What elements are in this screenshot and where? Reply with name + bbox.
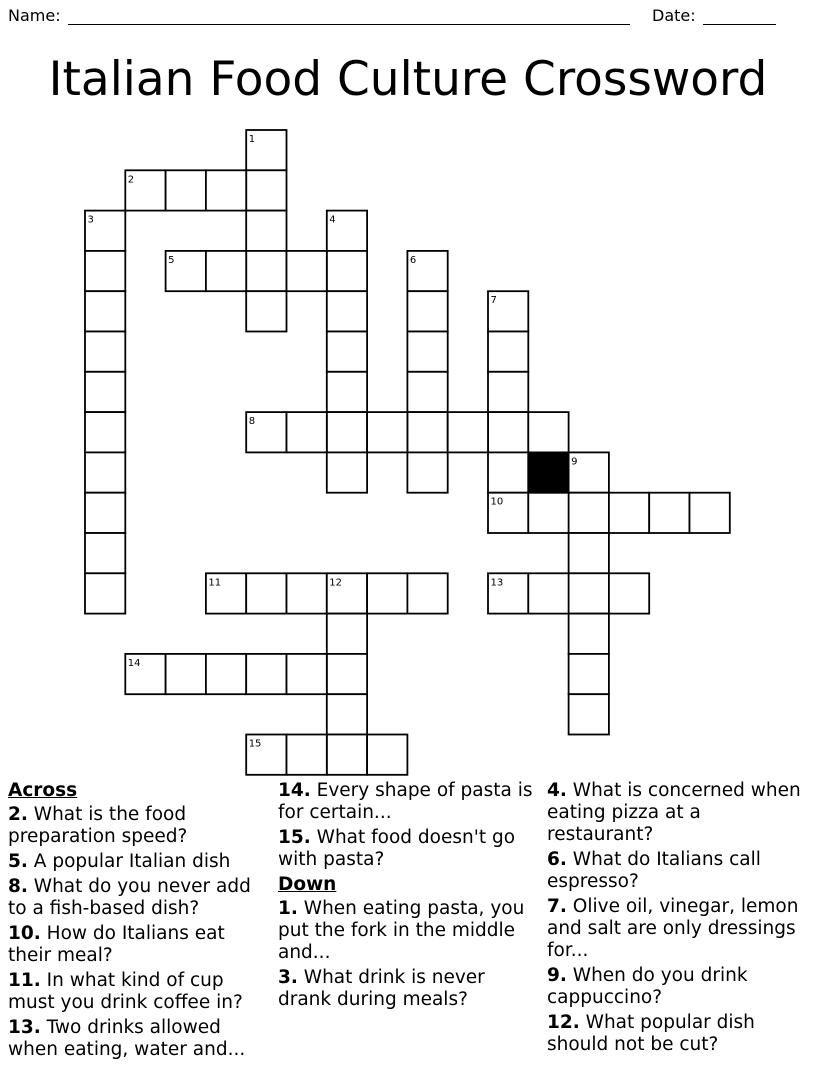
cell-number-8: 8 (248, 416, 256, 428)
grid-cell[interactable] (206, 170, 246, 210)
grid-cell[interactable] (327, 412, 367, 452)
down-heading: Down (278, 874, 337, 895)
grid-cell[interactable] (569, 573, 609, 613)
grid-cell[interactable] (85, 291, 125, 331)
clue-across-14: 14. Every shape of pasta is for certain... (278, 780, 533, 823)
cell-number-13: 13 (490, 577, 504, 589)
grid-cell[interactable] (327, 694, 367, 734)
grid-cell[interactable] (488, 452, 528, 492)
clue-across-8: 8. What do you never add to a fish-based dish? (8, 876, 251, 919)
grid-cell[interactable] (85, 332, 125, 372)
grid-cell[interactable] (407, 573, 447, 613)
cell-number-2: 2 (127, 174, 135, 186)
page-title: Italian Food Culture Crossword (48, 52, 768, 107)
grid-cell[interactable] (206, 654, 246, 694)
clue-across-13: 13. Two drinks allowed when eating, water and... (8, 1017, 246, 1060)
grid-cell[interactable] (327, 735, 367, 775)
grid-cell[interactable] (528, 573, 568, 613)
grid-cell[interactable] (367, 735, 407, 775)
grid-cell[interactable] (85, 251, 125, 291)
grid-cell[interactable] (287, 251, 327, 291)
grid-cell[interactable] (488, 332, 528, 372)
clue-across-11: 11. In what kind of cup must you drink coffee in? (8, 970, 243, 1013)
grid-cell[interactable] (85, 533, 125, 573)
grid-cell[interactable] (85, 452, 125, 492)
grid-cell[interactable] (287, 735, 327, 775)
clue-down-1: 1. When eating pasta, you put the fork in the middle and... (278, 898, 525, 963)
date-field-line[interactable] (703, 24, 776, 25)
grid-cell[interactable] (569, 533, 609, 573)
grid-cell[interactable] (287, 573, 327, 613)
grid-cell[interactable] (246, 251, 286, 291)
cell-number-5: 5 (168, 254, 175, 266)
grid-cell[interactable] (569, 694, 609, 734)
grid-cell[interactable] (246, 291, 286, 331)
grid-cell[interactable] (528, 412, 568, 452)
grid-cell[interactable] (407, 372, 447, 412)
cell-number-15: 15 (248, 738, 262, 750)
grid-cell[interactable] (327, 452, 367, 492)
grid-cell[interactable] (85, 372, 125, 412)
grid-cell[interactable] (488, 372, 528, 412)
grid-cell[interactable] (488, 412, 528, 452)
cell-number-12: 12 (329, 577, 343, 589)
grid-cell[interactable] (609, 573, 649, 613)
clues-column-1 (8, 780, 270, 1064)
clue-across-15: 15. What food doesn't go with pasta? (278, 827, 516, 870)
grid-cell[interactable] (246, 211, 286, 251)
grid-cell[interactable] (327, 291, 367, 331)
grid-cell[interactable] (690, 493, 730, 533)
cell-number-11: 11 (208, 577, 222, 589)
cell-number-1: 1 (248, 134, 256, 145)
grid-cell[interactable] (569, 493, 609, 533)
grid-cell[interactable] (287, 412, 327, 452)
clue-down-7: 7. Olive oil, vinegar, lemon and salt are only dressings for... (547, 896, 799, 961)
clue-across-10: 10. How do Italians eat their meal? (8, 923, 225, 966)
clue-across-5: 5. A popular Italian dish (8, 851, 231, 872)
grid-cell[interactable] (569, 614, 609, 654)
cell-number-10: 10 (490, 496, 504, 508)
name-field-line[interactable] (68, 24, 630, 25)
name-label: Name: (8, 6, 61, 25)
grid-cell[interactable] (327, 614, 367, 654)
grid-cell[interactable] (528, 493, 568, 533)
clue-down-6: 6. What do Italians call espresso? (547, 849, 761, 892)
grid-cell[interactable] (85, 493, 125, 533)
grid-cell[interactable] (327, 372, 367, 412)
cell-number-6: 6 (409, 254, 417, 266)
clue-down-9: 9. When do you drink cappuccino? (547, 965, 748, 1008)
grid-cell[interactable] (246, 573, 286, 613)
grid-cell[interactable] (569, 654, 609, 694)
grid-cell[interactable] (287, 654, 327, 694)
clue-down-4: 4. What is concerned when eating pizza at a restaurant? (547, 780, 801, 845)
grid-cell[interactable] (407, 412, 447, 452)
clue-down-12: 12. What popular dish should not be cut? (547, 1012, 755, 1055)
across-heading: Across (8, 780, 78, 801)
cell-number-14: 14 (127, 657, 141, 669)
cell-number-4: 4 (329, 214, 336, 226)
grid-cell[interactable] (609, 493, 649, 533)
grid-block-cell (528, 452, 568, 492)
date-label: Date: (652, 6, 696, 25)
clues-column-3 (547, 780, 809, 1059)
clue-down-3: 3. What drink is never drank during meals? (278, 967, 485, 1010)
grid-cell[interactable] (206, 251, 246, 291)
grid-cell[interactable] (367, 412, 407, 452)
grid-cell[interactable] (85, 412, 125, 452)
grid-cell[interactable] (327, 251, 367, 291)
grid-cell[interactable] (407, 291, 447, 331)
grid-cell[interactable] (166, 170, 206, 210)
grid-cell[interactable] (327, 332, 367, 372)
cell-number-3: 3 (87, 214, 94, 226)
grid-cell[interactable] (367, 573, 407, 613)
grid-cell[interactable] (649, 493, 689, 533)
clues-column-2 (278, 780, 540, 1014)
grid-cell[interactable] (407, 332, 447, 372)
grid-cell[interactable] (407, 452, 447, 492)
grid-cell[interactable] (246, 654, 286, 694)
cell-number-7: 7 (490, 295, 497, 307)
clue-across-2: 2. What is the food preparation speed? (8, 804, 188, 847)
grid-cell[interactable] (85, 573, 125, 613)
grid-cell[interactable] (327, 654, 367, 694)
grid-cell[interactable] (448, 412, 488, 452)
grid-cell[interactable] (246, 170, 286, 210)
cell-number-9: 9 (571, 456, 578, 468)
grid-cell[interactable] (166, 654, 206, 694)
